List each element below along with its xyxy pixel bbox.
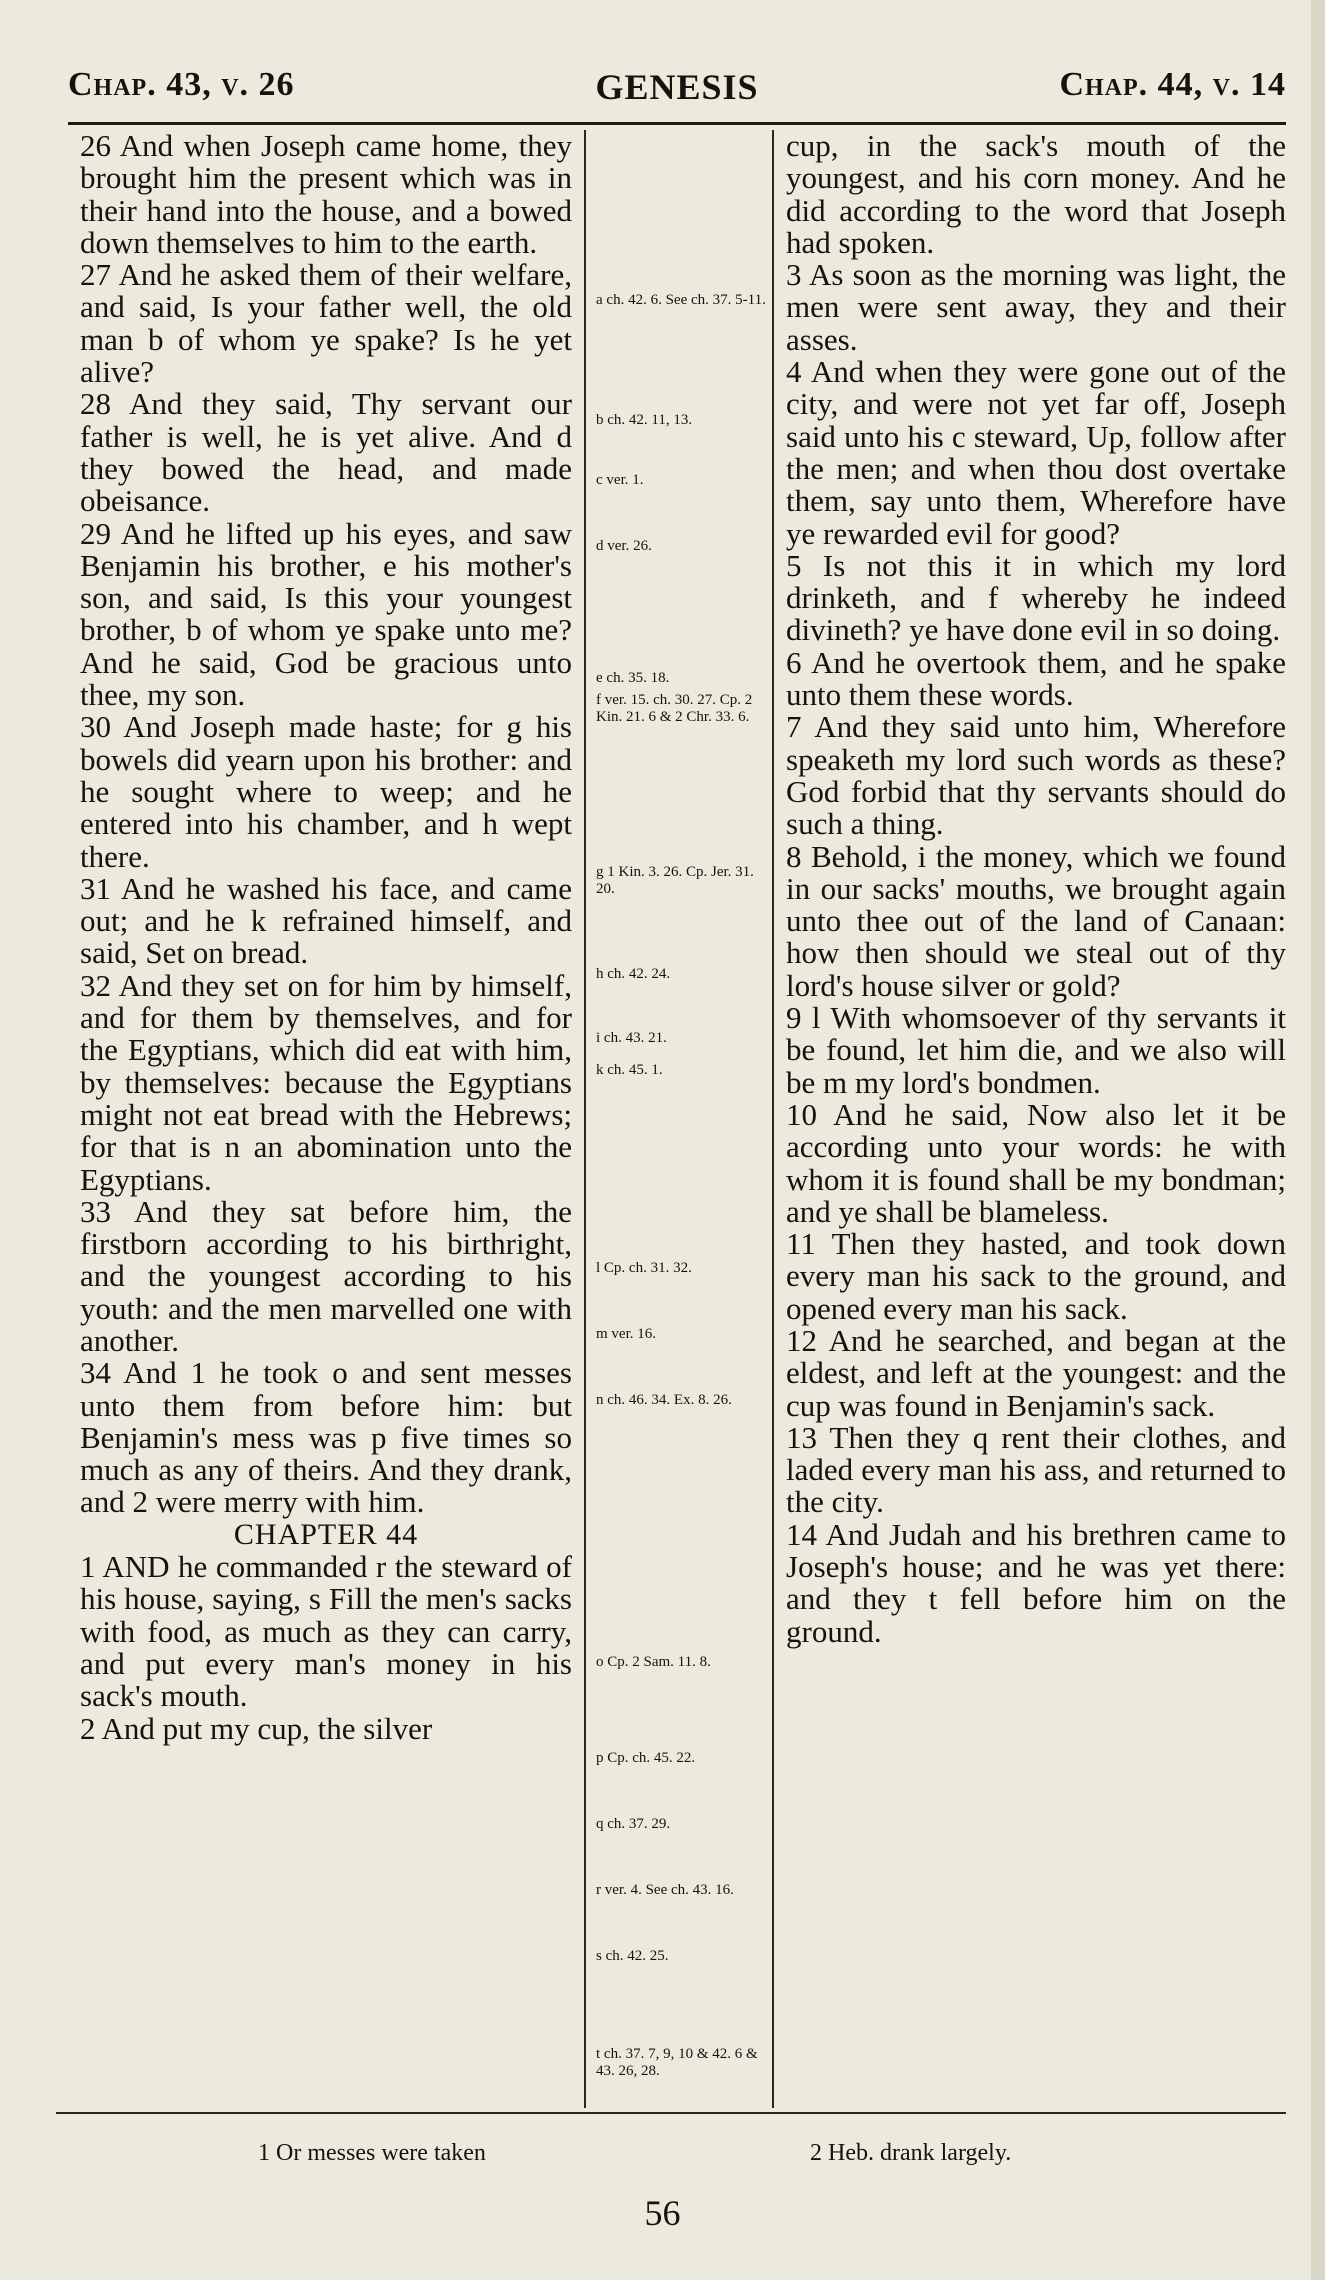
- verse-43-34: 34 And 1 he took o and sent messes unto them from before him: but Benjamin's mess was p five times so much as any of theirs. And they drank, and 2 were merry with him.: [80, 1355, 572, 1520]
- verse-43-26: 26 And when Joseph came home, they brought him the present which was in their hand into the house, and a bowed down themselves to him to the earth.: [80, 128, 572, 260]
- verse-44-8: 8 Behold, i the money, which we found in our sacks' mouths, we brought again unto thee out of the land of Canaan: how then should we steal out of thy lord's house silver or gold?: [786, 838, 1286, 1003]
- verse-44-14: 14 And Judah and his brethren came to Joseph's house; and he was yet there: and they t fell before him on the ground.: [786, 1516, 1286, 1649]
- margin-note: g 1 Kin. 3. 26. Cp. Jer. 31. 20.: [596, 864, 754, 897]
- margin-note: h ch. 42. 24.: [596, 966, 671, 982]
- verse-44-4: 4 And when they were gone out of the city, and were not yet far off, Joseph said unto his c steward, Up, follow after the men; and when thou dost overtake them, say unto them, Wherefore have ye rewarded evil for good?: [786, 354, 1286, 551]
- verse-43-32: 32 And they set on for him by himself, and for them by themselves, and for the Egyptians, which did eat with him, by themselves: because the Egyptians might not eat bread with the Hebrews; for that is n an abomination unto the Egyptians.: [80, 967, 572, 1197]
- margin-note: a ch. 42. 6. See ch. 37. 5-11.: [596, 292, 766, 308]
- header-left: Chap. 43, v. 26: [68, 66, 295, 103]
- verse-43-28: 28 And they said, Thy servant our father is well, he is yet alive. And d they bowed the head, and made obeisance.: [80, 386, 572, 519]
- margin-note: i ch. 43. 21.: [596, 1030, 667, 1046]
- verse-43-33: 33 And they sat before him, the firstborn according to his birthright, and the youngest according to his youth: and the men marvelled one with another.: [80, 1193, 572, 1358]
- margin-note: s ch. 42. 25.: [596, 1948, 669, 1964]
- left-text-column: [80, 130, 572, 1745]
- verse-44-10: 10 And he said, Now also let it be according unto your words: he with whom it is found shall be my bondman; and ye shall be blameless.: [786, 1096, 1286, 1229]
- verse-43-30: 30 And Joseph made haste; for g his bowels did yearn upon his brother: and he sought where to weep; and he entered into his chamber, and h wept there.: [80, 709, 572, 874]
- verse-44-11: 11 Then they hasted, and took down every man his sack to the ground, and opened every man his sack.: [786, 1226, 1286, 1326]
- margin-note: t ch. 37. 7, 9, 10 & 42. 6 & 43. 26, 28.: [596, 2046, 758, 2079]
- verse-44-3: 3 As soon as the morning was light, the men were sent away, they and their asses.: [786, 257, 1286, 357]
- page-edge: [1311, 0, 1325, 2280]
- verse-43-31: 31 And he washed his face, and came out; and he k refrained himself, and said, Set on bread.: [80, 870, 572, 971]
- margin-note: q ch. 37. 29.: [596, 1816, 671, 1832]
- verse-44-1: 1 AND he commanded r the steward of his house, saying, s Fill the men's sacks with food, as much as they can carry, and put every man's money in his sack's mouth.: [80, 1549, 572, 1714]
- verse-43-29: 29 And he lifted up his eyes, and saw Benjamin his brother, e his mother's son, and said, Is this your youngest brother, b of whom ye spake unto me? And he said, God be gracious unto thee, my son.: [80, 515, 572, 713]
- page-number: 56: [644, 2193, 681, 2233]
- verse-44-5: 5 Is not this it in which my lord drinketh, and f whereby he indeed divineth? ye have done evil in so doing.: [786, 547, 1286, 648]
- margin-note: b ch. 42. 11, 13.: [596, 412, 693, 428]
- verse-44-2: 2 And put my cup, the silver: [80, 1710, 433, 1746]
- header-right: Chap. 44, v. 14: [1059, 66, 1286, 103]
- margin-note: n ch. 46. 34. Ex. 8. 26.: [596, 1392, 732, 1408]
- footnote-2: 2 Heb. drank largely.: [810, 2140, 1012, 2166]
- verse-43-27: 27 And he asked them of their welfare, and said, Is your father well, the old man b of whom ye spake? Is he yet alive?: [80, 257, 572, 390]
- verse-44-2-cont: cup, in the sack's mouth of the youngest, and his corn money. And he did according to the word that Joseph had spoken.: [786, 128, 1286, 260]
- verse-44-7: 7 And they said unto him, Wherefore speaketh my lord such words as these? God forbid that thy servants should do such a thing.: [786, 709, 1286, 842]
- margin-note: d ver. 26.: [596, 538, 652, 554]
- margin-note: c ver. 1.: [596, 472, 644, 488]
- right-text-column: [786, 130, 1286, 1648]
- header-rule: [68, 122, 1286, 125]
- verse-44-9: 9 l With whomsoever of thy servants it be found, let him die, and we also will be m my lord's bondmen.: [786, 1000, 1286, 1100]
- footnote-rule: [56, 2112, 1286, 2114]
- margin-note: e ch. 35. 18.: [596, 670, 670, 686]
- running-header: [68, 62, 1286, 122]
- margin-note: k ch. 45. 1.: [596, 1062, 663, 1078]
- footnote-1: 1 Or messes were taken: [258, 2140, 486, 2166]
- header-book-title: GENESIS: [595, 67, 759, 107]
- cross-reference-column: [584, 130, 774, 2108]
- chapter-title: CHAPTER 44: [233, 1517, 419, 1551]
- margin-note: p Cp. ch. 45. 22.: [596, 1750, 696, 1766]
- verse-44-12: 12 And he searched, and began at the eldest, and left at the youngest: and the cup was found in Benjamin's sack.: [786, 1322, 1286, 1423]
- margin-note: f ver. 15. ch. 30. 27. Cp. 2 Kin. 21. 6 & 2 Chr. 33. 6.: [596, 692, 753, 725]
- verse-44-6: 6 And he overtook them, and he spake unto them these words.: [786, 644, 1286, 713]
- verse-44-13: 13 Then they q rent their clothes, and laded every man his ass, and returned to the city.: [786, 1419, 1286, 1520]
- margin-note: r ver. 4. See ch. 43. 16.: [596, 1882, 734, 1898]
- margin-note: m ver. 16.: [596, 1326, 656, 1342]
- margin-note: l Cp. ch. 31. 32.: [596, 1260, 692, 1276]
- margin-note: o Cp. 2 Sam. 11. 8.: [596, 1654, 711, 1670]
